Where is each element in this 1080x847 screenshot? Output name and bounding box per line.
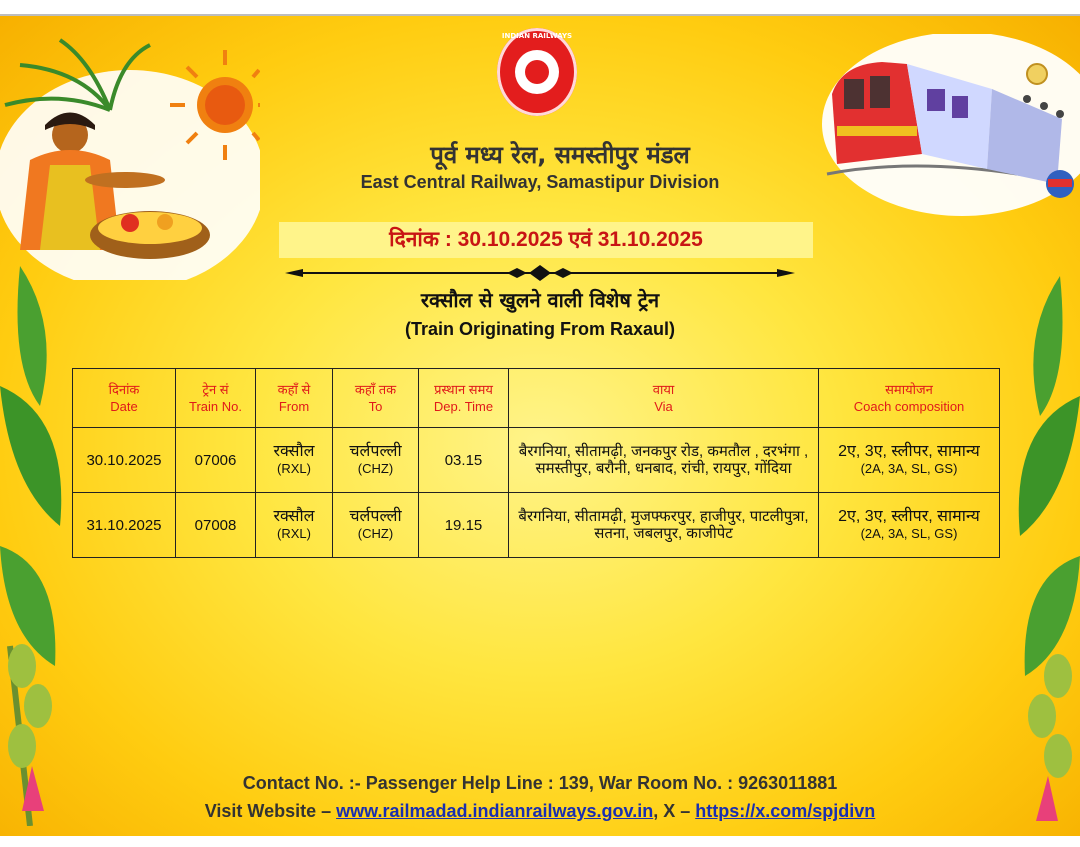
x-profile-link[interactable]: https://x.com/spjdivn: [695, 801, 876, 821]
cell-to: चर्लपल्ली (CHZ): [333, 493, 419, 558]
train-schedule-table: [72, 368, 1000, 558]
table-header-row: [73, 369, 1000, 428]
table-row: [73, 428, 1000, 493]
division-title-hindi: पूर्व मध्य रेल, समस्तीपुर मंडल: [430, 141, 690, 169]
poster: [0, 14, 1080, 836]
cell-coach: 2ए, 3ए, स्लीपर, सामान्य (2A, 3A, SL, GS): [819, 493, 1000, 558]
cell-train-no: 07006: [176, 428, 256, 493]
cell-date: 31.10.2025: [73, 493, 176, 558]
subtitle-english: (Train Originating From Raxaul): [404, 319, 676, 339]
cell-date: 30.10.2025: [73, 428, 176, 493]
cell-via: बैरगनिया, सीतामढ़ी, जनकपुर रोड, कमतौल , दरभंगा , समस्तीपुर, बरौनी, धनबाद, रांची, रायपुर, गोंदिया: [509, 428, 819, 493]
column-header-train-no: ट्रेन सं Train No.: [176, 369, 256, 428]
train-illustration: [812, 34, 1080, 234]
column-header-from: कहाँ से From: [256, 369, 333, 428]
cell-dep-time: 19.15: [419, 493, 509, 558]
banana-tree-right: [1000, 276, 1080, 826]
column-header-via: वाया Via: [509, 369, 819, 428]
date-banner: [279, 222, 813, 258]
top-white-margin: [0, 0, 1080, 14]
cell-train-no: 07008: [176, 493, 256, 558]
contact-line: Contact No. :- Passenger Help Line : 139, War Room No. : 9263011881: [242, 773, 838, 793]
x-label: , X –: [653, 801, 696, 821]
division-title-english: East Central Railway, Samastipur Division: [360, 172, 720, 192]
cell-coach: 2ए, 3ए, स्लीपर, सामान्य (2A, 3A, SL, GS): [819, 428, 1000, 493]
column-header-coach: समायोजन Coach composition: [819, 369, 1000, 428]
banana-tree-left: [0, 266, 80, 826]
subtitle-hindi: रक्सौल से खुलने वाली विशेष ट्रेन: [420, 288, 660, 312]
website-line: [0, 801, 1080, 822]
column-header-dep-time: प्रस्थान समय Dep. Time: [419, 369, 509, 428]
cell-to: चर्लपल्ली (CHZ): [333, 428, 419, 493]
visit-website-label: Visit Website –: [204, 801, 337, 821]
cell-dep-time: 03.15: [419, 428, 509, 493]
logo-text: INDIAN RAILWAYS: [501, 32, 573, 40]
column-header-date: दिनांक Date: [73, 369, 176, 428]
table-row: [73, 493, 1000, 558]
cell-from: रक्सौल (RXL): [256, 428, 333, 493]
chhath-devotee-illustration: [0, 30, 260, 280]
column-header-to: कहाँ तक To: [333, 369, 419, 428]
railmadad-website-link[interactable]: www.railmadad.indianrailways.gov.in: [336, 801, 654, 821]
indian-railways-logo: [497, 28, 577, 116]
ornamental-divider: [285, 263, 795, 283]
cell-via: बैरगनिया, सीतामढ़ी, मुजफ्फरपुर, हाजीपुर, पाटलीपुत्रा, सतना, जबलपुर, काजीपेट: [509, 493, 819, 558]
date-text: दिनांक : 30.10.2025 एवं 31.10.2025: [389, 228, 703, 251]
cell-from: रक्सौल (RXL): [256, 493, 333, 558]
